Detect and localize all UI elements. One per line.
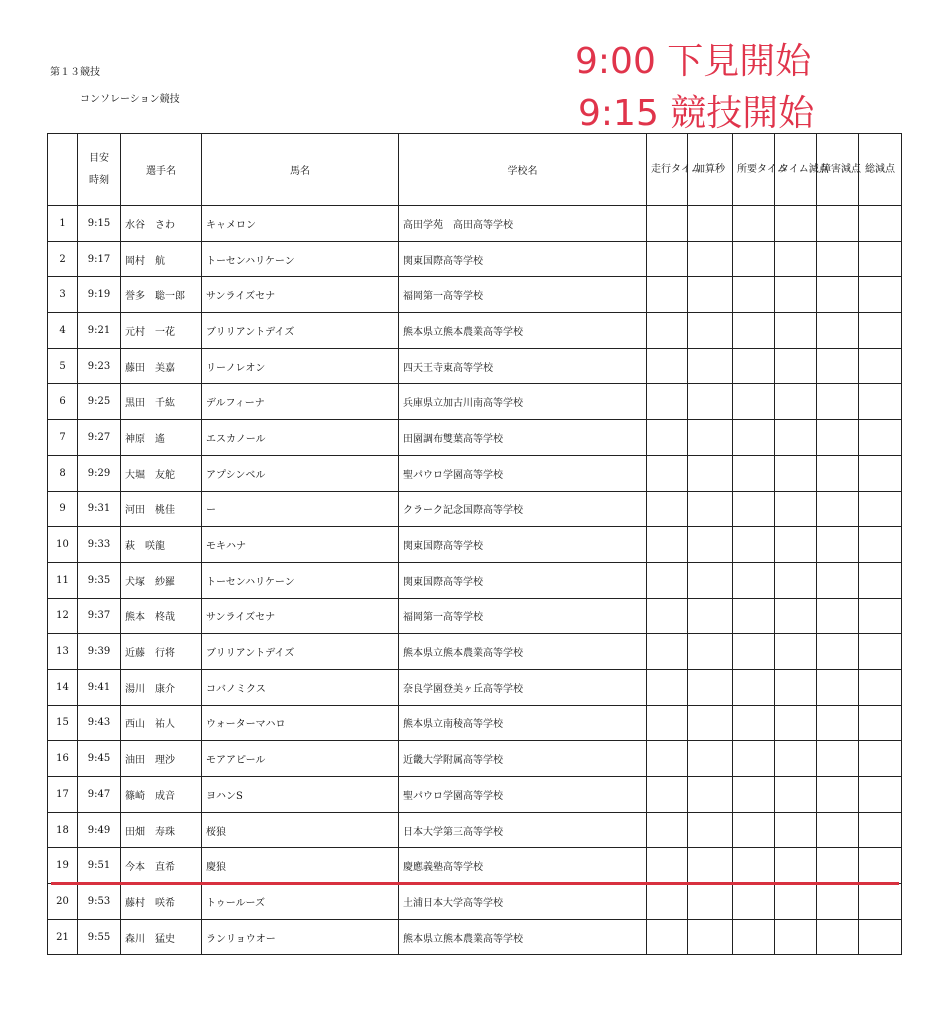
cell-horse: キャメロン	[202, 206, 399, 242]
table-row	[48, 491, 902, 527]
cell-target-time: 9:43	[78, 705, 121, 741]
cell-total-penalty	[859, 634, 902, 670]
cell-school: クラーク記念国際高等学校	[399, 491, 647, 527]
cell-school: 奈良学園登美ヶ丘高等学校	[399, 669, 647, 705]
cell-no: 3	[48, 277, 78, 313]
table-row	[48, 527, 902, 563]
cell-time-penalty	[775, 527, 817, 563]
cell-target-time: 9:27	[78, 420, 121, 456]
cell-no: 8	[48, 455, 78, 491]
cell-rider: 黒田 千紘	[121, 384, 202, 420]
cell-rider: 誉多 聡一郎	[121, 277, 202, 313]
cell-rider: 藤村 咲希	[121, 884, 202, 920]
cell-obstacle-penalty	[817, 241, 859, 277]
cell-added-seconds	[688, 384, 733, 420]
cell-obstacle-penalty	[817, 562, 859, 598]
cell-school: 兵庫県立加古川南高等学校	[399, 384, 647, 420]
header-added-seconds: 加算秒	[688, 134, 733, 206]
cell-time-penalty	[775, 420, 817, 456]
cell-rider: 篠崎 成音	[121, 777, 202, 813]
cell-target-time: 9:17	[78, 241, 121, 277]
cell-obstacle-penalty	[817, 777, 859, 813]
cell-added-seconds	[688, 527, 733, 563]
cell-target-time: 9:21	[78, 313, 121, 349]
table-row	[48, 669, 902, 705]
cell-target-time: 9:51	[78, 848, 121, 884]
cell-horse: 慶狼	[202, 848, 399, 884]
cell-total-penalty	[859, 206, 902, 242]
cell-no: 12	[48, 598, 78, 634]
cell-total-penalty	[859, 777, 902, 813]
cell-run-time	[647, 562, 688, 598]
cell-added-seconds	[688, 241, 733, 277]
cutoff-line	[51, 882, 899, 885]
cell-target-time: 9:15	[78, 206, 121, 242]
cell-required-time	[733, 455, 775, 491]
cell-required-time	[733, 777, 775, 813]
cell-school: 日本大学第三高等学校	[399, 812, 647, 848]
cell-obstacle-penalty	[817, 277, 859, 313]
cell-total-penalty	[859, 562, 902, 598]
cell-obstacle-penalty	[817, 527, 859, 563]
cell-obstacle-penalty	[817, 919, 859, 955]
cell-added-seconds	[688, 634, 733, 670]
cell-added-seconds	[688, 919, 733, 955]
cell-rider: 田畑 寿珠	[121, 812, 202, 848]
cell-required-time	[733, 669, 775, 705]
cell-no: 7	[48, 420, 78, 456]
cell-rider: 湯川 康介	[121, 669, 202, 705]
cell-horse: ヨハンS	[202, 777, 399, 813]
cell-no: 2	[48, 241, 78, 277]
cell-no: 13	[48, 634, 78, 670]
cell-required-time	[733, 384, 775, 420]
cell-run-time	[647, 705, 688, 741]
cell-required-time	[733, 420, 775, 456]
cell-required-time	[733, 562, 775, 598]
inspection-start-annotation: 9:00 下見開始	[575, 41, 812, 82]
cell-added-seconds	[688, 705, 733, 741]
header-run-time: 走行タイム	[647, 134, 688, 206]
cell-total-penalty	[859, 313, 902, 349]
cell-run-time	[647, 420, 688, 456]
cell-total-penalty	[859, 848, 902, 884]
cell-rider: 森川 猛史	[121, 919, 202, 955]
cell-target-time: 9:39	[78, 634, 121, 670]
cell-obstacle-penalty	[817, 741, 859, 777]
header-no	[48, 134, 78, 206]
table-header-row	[48, 134, 902, 206]
cell-obstacle-penalty	[817, 348, 859, 384]
cell-no: 15	[48, 705, 78, 741]
cell-run-time	[647, 455, 688, 491]
cell-school: 熊本県立南稜高等学校	[399, 705, 647, 741]
cell-school: 福岡第一高等学校	[399, 277, 647, 313]
cell-horse: モキハナ	[202, 527, 399, 563]
cell-added-seconds	[688, 777, 733, 813]
cell-required-time	[733, 919, 775, 955]
cell-total-penalty	[859, 884, 902, 920]
cell-rider: 神原 遙	[121, 420, 202, 456]
cell-time-penalty	[775, 491, 817, 527]
cell-run-time	[647, 919, 688, 955]
cell-total-penalty	[859, 705, 902, 741]
cell-rider: 油田 理沙	[121, 741, 202, 777]
table-row	[48, 598, 902, 634]
cell-run-time	[647, 206, 688, 242]
cell-total-penalty	[859, 241, 902, 277]
cell-added-seconds	[688, 741, 733, 777]
cell-required-time	[733, 884, 775, 920]
cell-total-penalty	[859, 384, 902, 420]
table-row	[48, 277, 902, 313]
cell-no: 9	[48, 491, 78, 527]
table-row	[48, 634, 902, 670]
cell-time-penalty	[775, 669, 817, 705]
cell-run-time	[647, 741, 688, 777]
cell-target-time: 9:37	[78, 598, 121, 634]
cell-school: 田園調布雙葉高等学校	[399, 420, 647, 456]
cell-run-time	[647, 812, 688, 848]
cell-target-time: 9:49	[78, 812, 121, 848]
cell-horse: エスカノール	[202, 420, 399, 456]
cell-run-time	[647, 313, 688, 349]
cell-required-time	[733, 277, 775, 313]
cell-school: 土浦日本大学高等学校	[399, 884, 647, 920]
header-target-time-line1: 目安	[89, 152, 109, 164]
cell-rider: 大堀 友舵	[121, 455, 202, 491]
cell-required-time	[733, 348, 775, 384]
cell-horse: ブリリアントデイズ	[202, 634, 399, 670]
cell-horse: サンライズセナ	[202, 598, 399, 634]
header-horse: 馬名	[202, 134, 399, 206]
table-row	[48, 348, 902, 384]
cell-rider: 近藤 行将	[121, 634, 202, 670]
cell-time-penalty	[775, 277, 817, 313]
start-order-table	[47, 133, 902, 955]
cell-no: 14	[48, 669, 78, 705]
cell-total-penalty	[859, 277, 902, 313]
table-row	[48, 705, 902, 741]
cell-school: 福岡第一高等学校	[399, 598, 647, 634]
cell-school: 関東国際高等学校	[399, 527, 647, 563]
cell-no: 10	[48, 527, 78, 563]
cell-horse: トーセンハリケーン	[202, 241, 399, 277]
cell-added-seconds	[688, 313, 733, 349]
header-target-time-line2: 時刻	[89, 174, 109, 186]
cell-horse: ー	[202, 491, 399, 527]
cell-horse: トゥールーズ	[202, 884, 399, 920]
cell-target-time: 9:41	[78, 669, 121, 705]
cell-time-penalty	[775, 313, 817, 349]
cell-target-time: 9:53	[78, 884, 121, 920]
cell-obstacle-penalty	[817, 420, 859, 456]
cell-run-time	[647, 598, 688, 634]
cell-rider: 西山 祐人	[121, 705, 202, 741]
cell-obstacle-penalty	[817, 848, 859, 884]
cell-required-time	[733, 527, 775, 563]
cell-target-time: 9:55	[78, 919, 121, 955]
cell-horse: 桜狼	[202, 812, 399, 848]
cell-no: 1	[48, 206, 78, 242]
cell-total-penalty	[859, 669, 902, 705]
cell-obstacle-penalty	[817, 313, 859, 349]
cell-added-seconds	[688, 277, 733, 313]
cell-added-seconds	[688, 491, 733, 527]
cell-run-time	[647, 527, 688, 563]
table-row	[48, 884, 902, 920]
cell-obstacle-penalty	[817, 634, 859, 670]
cell-total-penalty	[859, 420, 902, 456]
cell-school: 聖パウロ学園高等学校	[399, 455, 647, 491]
cell-run-time	[647, 634, 688, 670]
table-row	[48, 848, 902, 884]
cell-no: 11	[48, 562, 78, 598]
cell-added-seconds	[688, 669, 733, 705]
cell-target-time: 9:35	[78, 562, 121, 598]
cell-run-time	[647, 777, 688, 813]
cell-horse: サンライズセナ	[202, 277, 399, 313]
cell-added-seconds	[688, 848, 733, 884]
cell-obstacle-penalty	[817, 669, 859, 705]
cell-time-penalty	[775, 206, 817, 242]
cell-added-seconds	[688, 455, 733, 491]
cell-run-time	[647, 348, 688, 384]
cell-no: 4	[48, 313, 78, 349]
cell-target-time: 9:45	[78, 741, 121, 777]
cell-obstacle-penalty	[817, 384, 859, 420]
cell-added-seconds	[688, 562, 733, 598]
cell-added-seconds	[688, 420, 733, 456]
cell-time-penalty	[775, 777, 817, 813]
cell-horse: ブリリアントデイズ	[202, 313, 399, 349]
table-row	[48, 420, 902, 456]
cell-total-penalty	[859, 919, 902, 955]
cell-rider: 藤田 美嘉	[121, 348, 202, 384]
cell-target-time: 9:29	[78, 455, 121, 491]
cell-time-penalty	[775, 848, 817, 884]
cell-required-time	[733, 848, 775, 884]
cell-run-time	[647, 669, 688, 705]
cell-obstacle-penalty	[817, 206, 859, 242]
cell-total-penalty	[859, 812, 902, 848]
cell-run-time	[647, 848, 688, 884]
cell-required-time	[733, 241, 775, 277]
cell-school: 慶應義塾高等学校	[399, 848, 647, 884]
header-target-time	[78, 134, 121, 206]
cell-time-penalty	[775, 348, 817, 384]
cell-required-time	[733, 313, 775, 349]
cell-rider: 元村 一花	[121, 313, 202, 349]
cell-school: 聖パウロ学園高等学校	[399, 777, 647, 813]
cell-rider: 今本 直希	[121, 848, 202, 884]
cell-no: 5	[48, 348, 78, 384]
event-subtitle: コンソレーション競技	[80, 94, 180, 105]
cell-school: 関東国際高等学校	[399, 241, 647, 277]
cell-school: 熊本県立熊本農業高等学校	[399, 634, 647, 670]
cell-run-time	[647, 384, 688, 420]
cell-rider: 水谷 さわ	[121, 206, 202, 242]
cell-required-time	[733, 598, 775, 634]
cell-target-time: 9:23	[78, 348, 121, 384]
cell-horse: リーノレオン	[202, 348, 399, 384]
cell-no: 17	[48, 777, 78, 813]
cell-school: 関東国際高等学校	[399, 562, 647, 598]
header-obstacle-penalty: 障害減点	[817, 134, 859, 206]
cell-time-penalty	[775, 884, 817, 920]
cell-time-penalty	[775, 705, 817, 741]
cell-run-time	[647, 491, 688, 527]
cell-added-seconds	[688, 348, 733, 384]
cell-required-time	[733, 491, 775, 527]
cell-total-penalty	[859, 455, 902, 491]
cell-target-time: 9:19	[78, 277, 121, 313]
cell-time-penalty	[775, 241, 817, 277]
cell-obstacle-penalty	[817, 598, 859, 634]
cell-total-penalty	[859, 491, 902, 527]
cell-time-penalty	[775, 384, 817, 420]
cell-added-seconds	[688, 812, 733, 848]
cell-target-time: 9:33	[78, 527, 121, 563]
cell-required-time	[733, 741, 775, 777]
cell-school: 近畿大学附属高等学校	[399, 741, 647, 777]
table-row	[48, 812, 902, 848]
table-row	[48, 741, 902, 777]
cell-time-penalty	[775, 919, 817, 955]
cell-required-time	[733, 705, 775, 741]
cell-time-penalty	[775, 812, 817, 848]
cell-run-time	[647, 241, 688, 277]
cell-target-time: 9:25	[78, 384, 121, 420]
table-row	[48, 919, 902, 955]
cell-obstacle-penalty	[817, 812, 859, 848]
cell-school: 熊本県立熊本農業高等学校	[399, 313, 647, 349]
table-row	[48, 241, 902, 277]
cell-target-time: 9:31	[78, 491, 121, 527]
cell-required-time	[733, 634, 775, 670]
cell-required-time	[733, 206, 775, 242]
cell-horse: トーセンハリケーン	[202, 562, 399, 598]
header-required-time: 所要タイム	[733, 134, 775, 206]
cell-school: 熊本県立熊本農業高等学校	[399, 919, 647, 955]
cell-obstacle-penalty	[817, 884, 859, 920]
cell-required-time	[733, 812, 775, 848]
cell-total-penalty	[859, 527, 902, 563]
cell-rider: 河田 桃佳	[121, 491, 202, 527]
cell-total-penalty	[859, 741, 902, 777]
table-row	[48, 384, 902, 420]
cell-rider: 萩 咲龍	[121, 527, 202, 563]
table-row	[48, 777, 902, 813]
cell-no: 19	[48, 848, 78, 884]
cell-no: 16	[48, 741, 78, 777]
header-rider: 選手名	[121, 134, 202, 206]
cell-school: 高田学苑 高田高等学校	[399, 206, 647, 242]
cell-horse: デルフィーナ	[202, 384, 399, 420]
table-row	[48, 562, 902, 598]
cell-time-penalty	[775, 455, 817, 491]
cell-horse: ウォーターマハロ	[202, 705, 399, 741]
cell-rider: 熊本 柊哉	[121, 598, 202, 634]
cell-rider: 岡村 航	[121, 241, 202, 277]
cell-obstacle-penalty	[817, 455, 859, 491]
cell-horse: コバノミクス	[202, 669, 399, 705]
cell-added-seconds	[688, 598, 733, 634]
cell-no: 20	[48, 884, 78, 920]
cell-school: 四天王寺東高等学校	[399, 348, 647, 384]
cell-run-time	[647, 884, 688, 920]
cell-no: 18	[48, 812, 78, 848]
cell-run-time	[647, 277, 688, 313]
cell-added-seconds	[688, 884, 733, 920]
cell-horse: ランリョウオー	[202, 919, 399, 955]
cell-added-seconds	[688, 206, 733, 242]
cell-time-penalty	[775, 634, 817, 670]
table-row	[48, 206, 902, 242]
cell-time-penalty	[775, 741, 817, 777]
cell-total-penalty	[859, 348, 902, 384]
competition-start-annotation: 9:15 競技開始	[578, 93, 815, 134]
header-school: 学校名	[399, 134, 647, 206]
cell-no: 6	[48, 384, 78, 420]
cell-target-time: 9:47	[78, 777, 121, 813]
cell-obstacle-penalty	[817, 491, 859, 527]
cell-horse: モアアピール	[202, 741, 399, 777]
table-row	[48, 455, 902, 491]
cell-time-penalty	[775, 562, 817, 598]
cell-time-penalty	[775, 598, 817, 634]
cell-no: 21	[48, 919, 78, 955]
cell-obstacle-penalty	[817, 705, 859, 741]
event-title: 第１３競技	[50, 67, 100, 78]
table-row	[48, 313, 902, 349]
cell-total-penalty	[859, 598, 902, 634]
cell-rider: 犬塚 紗羅	[121, 562, 202, 598]
header-total-penalty: 総減点	[859, 134, 902, 206]
header-time-penalty: タイム減点	[775, 134, 817, 206]
cell-horse: アプシンベル	[202, 455, 399, 491]
